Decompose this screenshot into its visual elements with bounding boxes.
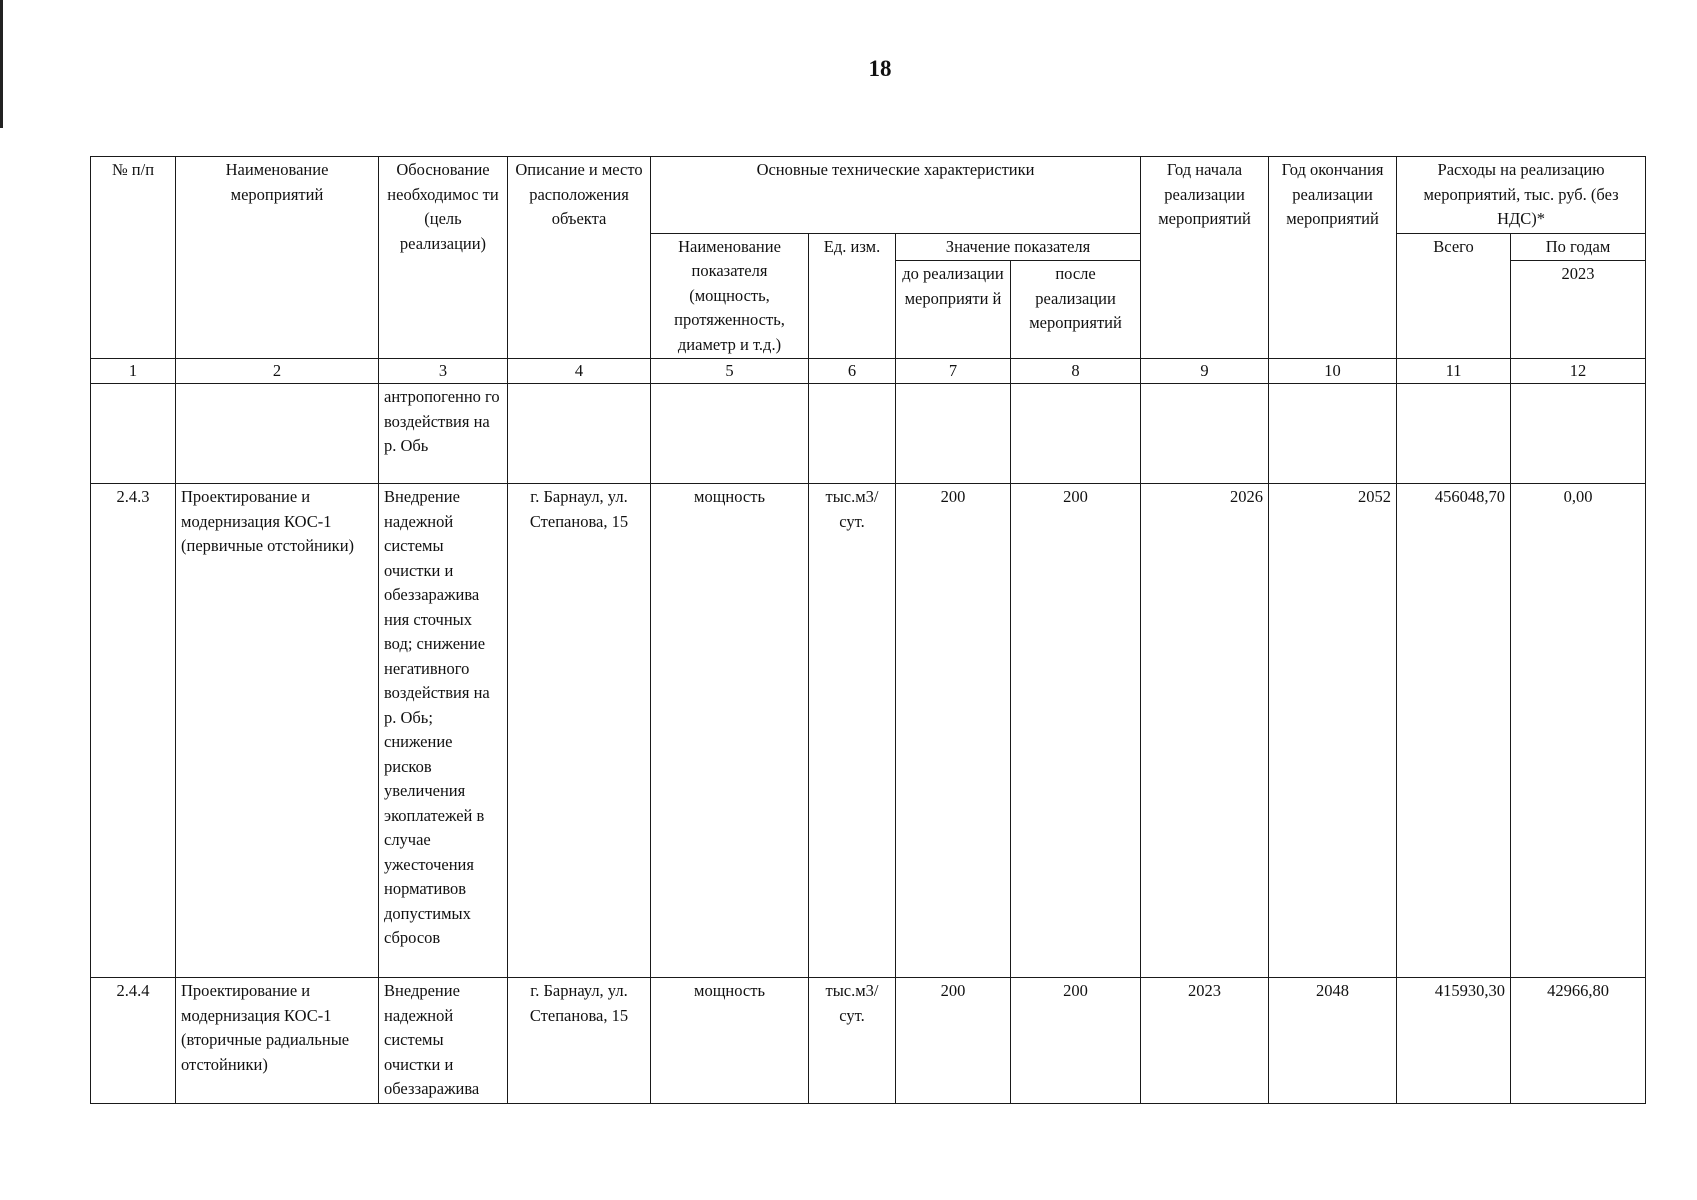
column-number: 9 <box>1141 359 1269 384</box>
header-unit: Ед. изм. <box>809 233 896 359</box>
header-tech-group: Основные технические характеристики <box>651 157 1141 234</box>
cell-start-year: 2026 <box>1141 484 1269 978</box>
cell-name: Проектирование и модернизация КОС-1 (первичные отстойники) <box>176 484 379 978</box>
cell-name: Проектирование и модернизация КОС-1 (вторичные радиальные отстойники) <box>176 978 379 1104</box>
header-indicator: Наименование показателя (мощность, протяженность, диаметр и т.д.) <box>651 233 809 359</box>
column-number: 7 <box>896 359 1011 384</box>
column-number: 4 <box>508 359 651 384</box>
header-cost-group: Расходы на реализацию мероприятий, тыс. руб. (без НДС)* <box>1397 157 1646 234</box>
cell-before <box>896 384 1011 484</box>
header-num: № п/п <box>91 157 176 359</box>
header-value-before: до реализации мероприяти й <box>896 261 1011 359</box>
cell-start-year: 2023 <box>1141 978 1269 1104</box>
cell-indicator: мощность <box>651 978 809 1104</box>
cell-end-year <box>1269 384 1397 484</box>
cell-reason: Внедрение надежной системы очистки и обеззаражива <box>379 978 508 1104</box>
cell-unit: тыс.м3/ сут. <box>809 978 896 1104</box>
page-number: 18 <box>868 56 892 81</box>
investment-program-table <box>90 156 1646 1104</box>
cell-num: 2.4.4 <box>91 978 176 1104</box>
cell-name <box>176 384 379 484</box>
cell-indicator: мощность <box>651 484 809 978</box>
column-number: 2 <box>176 359 379 384</box>
cell-total: 456048,70 <box>1397 484 1511 978</box>
cell-end-year: 2048 <box>1269 978 1397 1104</box>
header-cost-total: Всего <box>1397 233 1511 359</box>
column-number: 3 <box>379 359 508 384</box>
column-number: 6 <box>809 359 896 384</box>
header-cost-year: 2023 <box>1511 261 1646 359</box>
cell-location: г. Барнаул, ул. Степанова, 15 <box>508 978 651 1104</box>
cell-2023: 42966,80 <box>1511 978 1646 1104</box>
header-name: Наименование мероприятий <box>176 157 379 359</box>
cell-after: 200 <box>1011 484 1141 978</box>
cell-unit: тыс.м3/ сут. <box>809 484 896 978</box>
cell-total: 415930,30 <box>1397 978 1511 1104</box>
column-number: 10 <box>1269 359 1397 384</box>
column-number-row <box>91 359 1646 384</box>
header-start-year: Год начала реализации мероприятий <box>1141 157 1269 359</box>
column-number: 1 <box>91 359 176 384</box>
header-end-year: Год окончания реализации мероприятий <box>1269 157 1397 359</box>
column-number: 11 <box>1397 359 1511 384</box>
cell-location <box>508 384 651 484</box>
header-value-group: Значение показателя <box>896 233 1141 261</box>
header-reason: Обоснование необходимос ти (цель реализации) <box>379 157 508 359</box>
table-row <box>91 484 1646 978</box>
column-number: 5 <box>651 359 809 384</box>
cell-2023 <box>1511 384 1646 484</box>
cell-num <box>91 384 176 484</box>
column-number: 8 <box>1011 359 1141 384</box>
cell-end-year: 2052 <box>1269 484 1397 978</box>
cell-reason: Внедрение надежной системы очистки и обеззаражива ния сточных вод; снижение негативного воздействия на р. Обь; снижение рисков увеличения экоплатежей в случае ужесточения нормативов допустимых сбросов <box>379 484 508 978</box>
column-number: 12 <box>1511 359 1646 384</box>
header-value-after: после реализации мероприятий <box>1011 261 1141 359</box>
cell-location: г. Барнаул, ул. Степанова, 15 <box>508 484 651 978</box>
cell-after: 200 <box>1011 978 1141 1104</box>
header-cost-by-year: По годам <box>1511 233 1646 261</box>
cell-2023: 0,00 <box>1511 484 1646 978</box>
header-location: Описание и место расположения объекта <box>508 157 651 359</box>
table-row <box>91 384 1646 484</box>
cell-unit <box>809 384 896 484</box>
cell-total <box>1397 384 1511 484</box>
cell-after <box>1011 384 1141 484</box>
cell-num: 2.4.3 <box>91 484 176 978</box>
table-row <box>91 978 1646 1104</box>
cell-start-year <box>1141 384 1269 484</box>
cell-indicator <box>651 384 809 484</box>
cell-before: 200 <box>896 484 1011 978</box>
cell-before: 200 <box>896 978 1011 1104</box>
cell-reason: антропогенно го воздействия на р. Обь <box>379 384 508 484</box>
